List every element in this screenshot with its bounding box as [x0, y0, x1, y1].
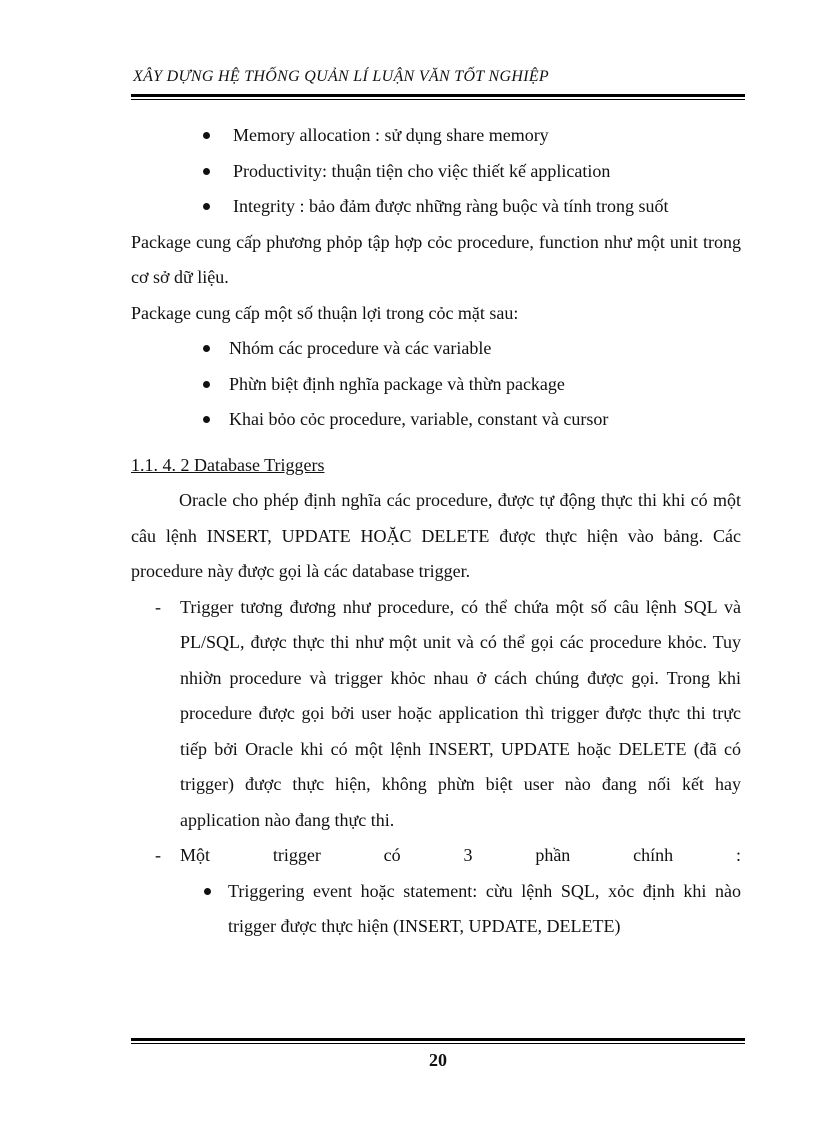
- page-number: 20: [429, 1050, 447, 1070]
- dash-list-item: [131, 838, 741, 874]
- bullet-item: Memory allocation : sử dụng share memory: [131, 118, 741, 154]
- bullet-item: Phừn biệt định nghĩa package và thừn package: [131, 367, 741, 403]
- document-body: [131, 118, 741, 945]
- bullet-dot-icon: [204, 888, 211, 895]
- bullet-dot-icon: [203, 132, 210, 139]
- header-rule-thick: [131, 94, 745, 97]
- bullet-dot-icon: [203, 381, 210, 388]
- page-header-title: XÂY DỰNG HỆ THỐNG QUẢN LÍ LUẬN VĂN TỐT NGHIỆP: [133, 68, 549, 85]
- sub-bullet-item: Triggering event hoặc statement: cừu lệnh SQL, xỏc định khi nào trigger được thực hiện (INSERT, UPDATE, DELETE): [131, 874, 741, 945]
- paragraph-trigger-intro: Oracle cho phép định nghĩa các procedure, được tự động thực thi khi có một câu lệnh INSERT, UPDATE HOẶC DELETE được thực hiện vào bảng. Các procedure này được gọi là các database trigger.: [131, 490, 741, 581]
- section-heading: 1.1. 4. 2 Database Triggers: [131, 454, 325, 475]
- dash-marker: -: [155, 596, 161, 617]
- paragraph-package-benefits: Package cung cấp một số thuận lợi trong cỏc mặt sau:: [131, 302, 519, 323]
- bullet-dot-icon: [203, 345, 210, 352]
- header-rule-thin: [131, 99, 745, 100]
- footer-rule-thin: [131, 1043, 745, 1044]
- bullet-dot-icon: [203, 168, 210, 175]
- paragraph-package-intro: Package cung cấp phương phỏp tập hợp cỏc procedure, function như một unit trong cơ sở dữ liệu.: [131, 231, 741, 287]
- bullet-dot-icon: [203, 416, 210, 423]
- dash-list-item: - Trigger tương đương như procedure, có thể chứa một số câu lệnh SQL và PL/SQL, được thực thi như một unit và có thể gọi các procedure khỏc. Tuy nhiờn procedure và trigger khỏc nhau ở cách chúng được gọi. Trong khi procedure được gọi bởi user hoặc application thì trigger được thực thi trực tiếp bởi Oracle khi có một lệnh INSERT, UPDATE hoặc DELETE (đã có trigger) được thực hiện, không phừn biệt user nào đang nối kết hay application nào đang thực thi.: [131, 590, 741, 839]
- spread-line: Một trigger có 3 phần chính :: [180, 845, 741, 865]
- dash-marker: -: [155, 845, 161, 865]
- footer-rule-thick: [131, 1038, 745, 1041]
- bullet-item: Khai bỏo cỏc procedure, variable, constant và cursor: [131, 402, 741, 438]
- bullet-dot-icon: [203, 203, 210, 210]
- bullet-item: Integrity : bảo đảm được những ràng buộc và tính trong suốt: [131, 189, 741, 225]
- bullet-item: Nhóm các procedure và các variable: [131, 331, 741, 367]
- bullet-item: Productivity: thuận tiện cho việc thiết kế application: [131, 154, 741, 190]
